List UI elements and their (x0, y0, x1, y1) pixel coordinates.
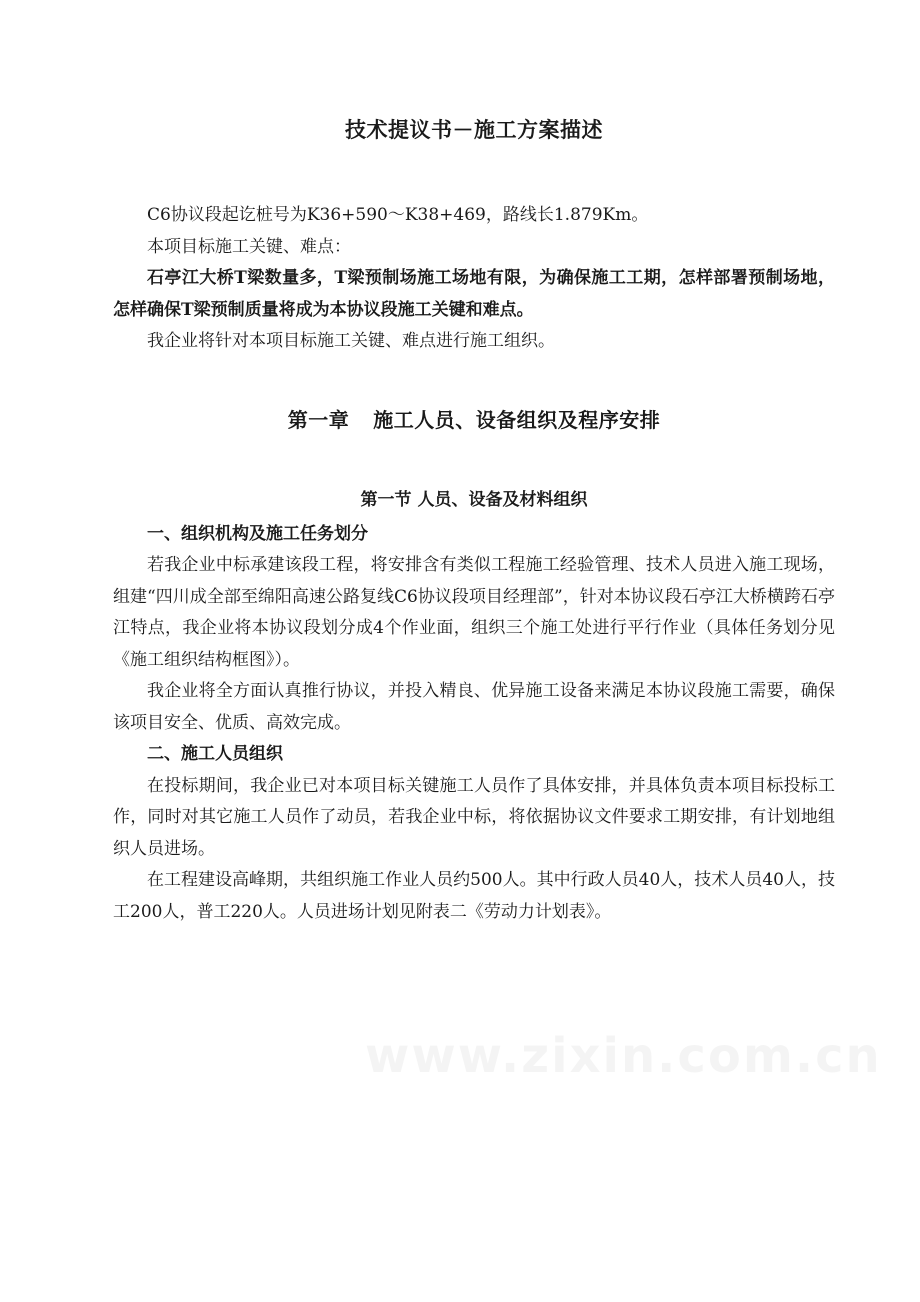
chapter-heading (113, 404, 835, 433)
subsection2-paragraph-1: 在投标期间，我企业已对本项目标关键施工人员作了具体安排，并具体负责本项目标投标工作，同时对其它施工人员作了动员，若我企业中标，将依据协议文件要求工期安排，有计划地组织人员进场。 (113, 775, 835, 859)
subsection1-paragraph-1: 若我企业中标承建该段工程，将安排含有类似工程施工经验管理、技术人员进入施工现场，组建“四川成全部至绵阳高速公路复线C6协议段项目经理部”，针对本协议段石亭江大桥横跨石亭江特点，我企业将本协议段划分成4个作业面，组织三个施工处进行平行作业（具体任务划分见《施工组织结构框图》）。 (113, 555, 835, 670)
intro-paragraph-2: 本项目标施工关键、难点： (147, 236, 351, 257)
subsection-heading-organization: 一、组织机构及施工任务划分 (147, 523, 368, 544)
document-title: 技术提议书－施工方案描述 (345, 117, 603, 142)
subsection-heading-personnel: 二、施工人员组织 (147, 744, 283, 764)
chapter-number: 第一章 (287, 407, 350, 432)
intro-paragraph-4: 我企业将针对本项目标施工关键、难点进行施工组织。 (147, 331, 555, 351)
intro-paragraph-1: C6协议段起讫桩号为K36+590～K38+469，路线长1.879Km。 (147, 205, 649, 225)
chapter-title: 施工人员、设备组织及程序安排 (373, 407, 661, 432)
intro-paragraph-key-difficulty: 石亭江大桥T梁数量多，T梁预制场施工场地有限，为确保施工工期，怎样部署预制场地，怎样确保T梁预制质量将成为本协议段施工关键和难点。 (113, 268, 835, 320)
watermark (365, 1028, 882, 1084)
subsection2-paragraph-2: 在工程建设高峰期，共组织施工作业人员约500人。其中行政人员40人，技术人员40人，技工200人，普工220人。人员进场计划见附表二《劳动力计划表》。 (113, 870, 835, 922)
subsection1-paragraph-2: 我企业将全方面认真推行协议，并投入精良、优异施工设备来满足本协议段施工需要，确保该项目安全、优质、高效完成。 (113, 681, 835, 733)
document-page (113, 100, 835, 928)
section-heading: 第一节 人员、设备及材料组织 (360, 489, 588, 510)
intro-block (113, 200, 835, 358)
